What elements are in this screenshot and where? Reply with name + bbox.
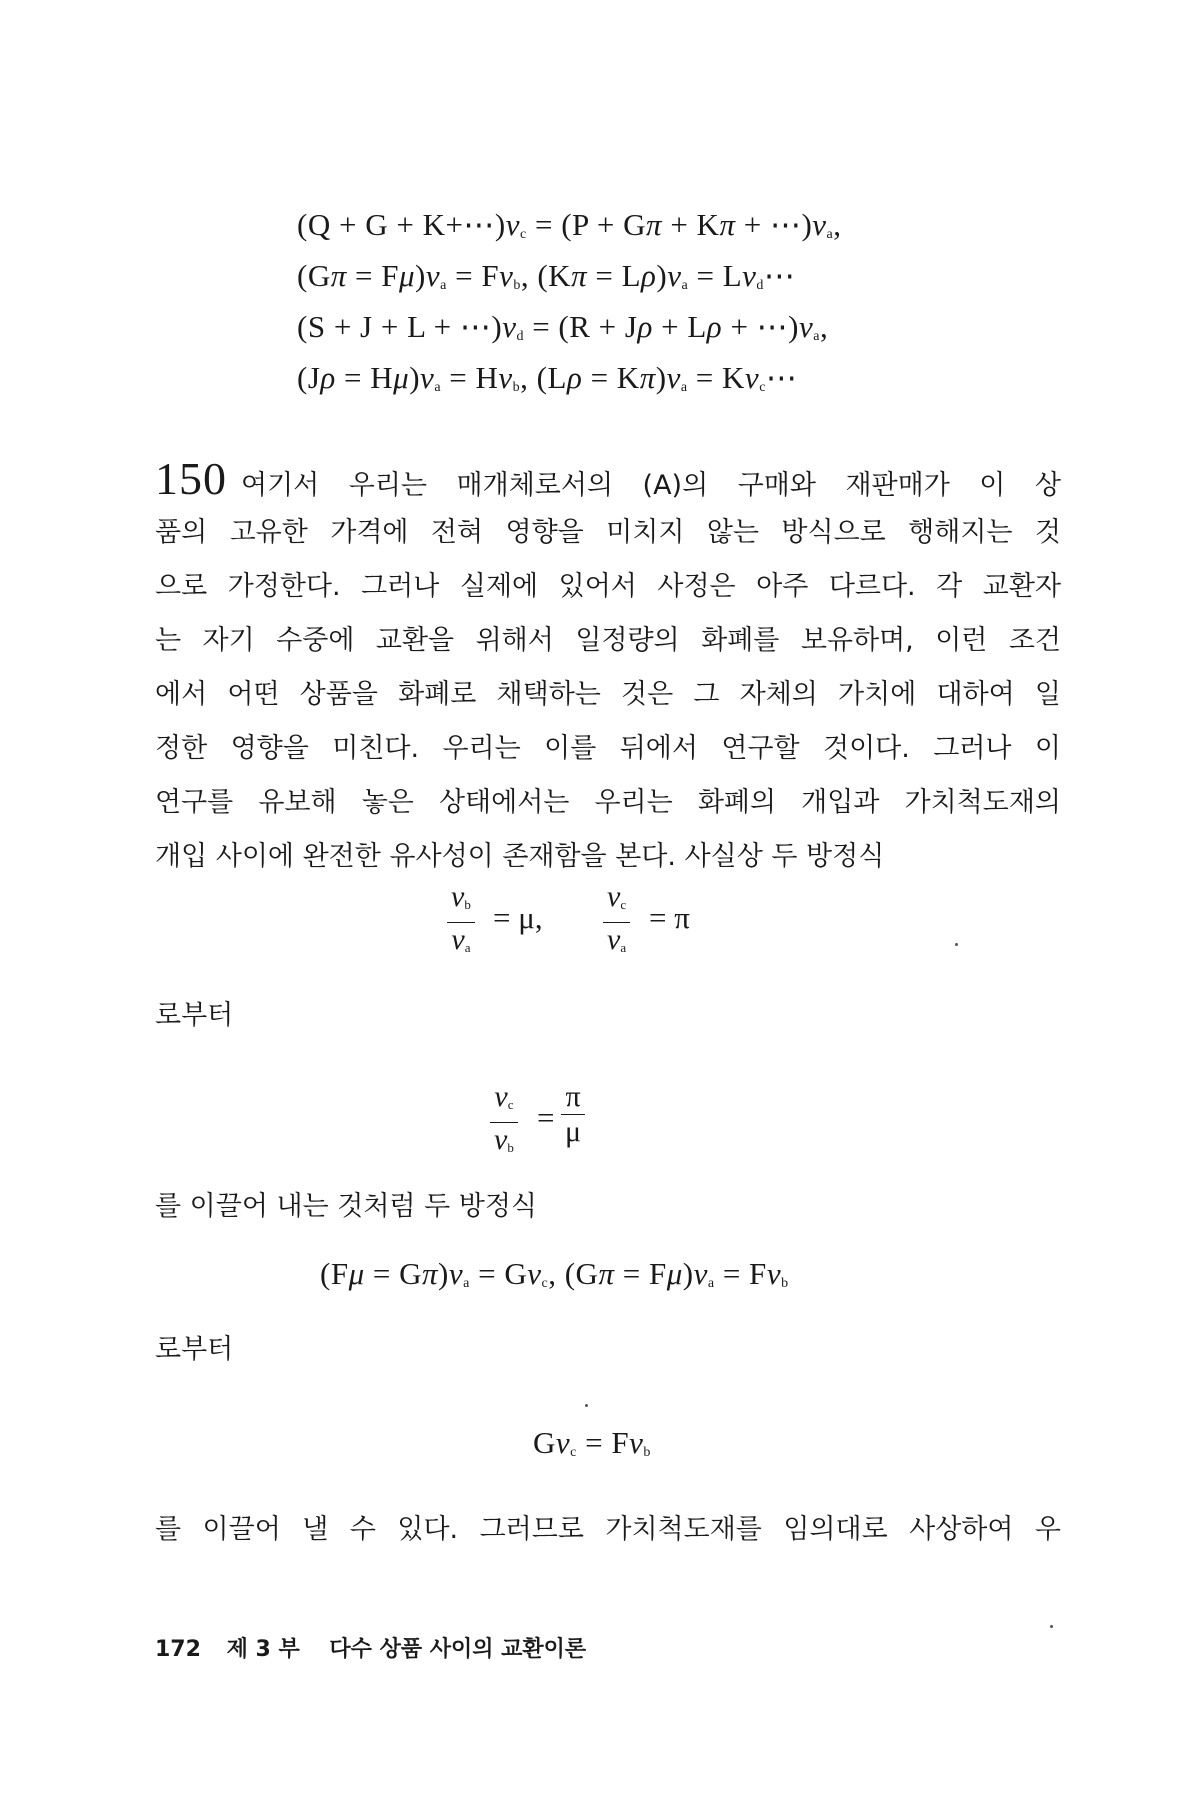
- paragraph-line-text: 여기서 우리는 매개체로서의 (A)의 구매와 재판매가 이 상: [241, 470, 1061, 501]
- equation-line-2: $(G\pi = F\mu)\nu_a = F\nu_b$, $(K\pi = L\rho)\nu_a$ = $L\nu_d\cdots$: [297, 258, 796, 293]
- scan-speck: [955, 943, 958, 946]
- fraction-numerator: π: [565, 1080, 581, 1113]
- fraction-denominator: $\nu_b$: [494, 1123, 514, 1156]
- equation-line-4: $(J\rho = H\mu)\nu_a = H\nu_b$, $(L\rho = K\pi)\nu_a$ = $K\nu_c\cdots$: [297, 360, 798, 395]
- chapter-title: 다수 상품 사이의 교환이론: [329, 1637, 587, 1662]
- fraction-numerator: $\nu_c$: [607, 880, 627, 913]
- equation-line-1: $(Q + G + K+\cdots)\nu_c = (P + G\pi + K\pi$ + $\cdots)\nu_a$,: [297, 207, 842, 242]
- paragraph-line: 정한 영향을 미친다. 우리는 이를 뒤에서 연구할 것이다. 그러나 이: [155, 733, 1061, 764]
- section-number: 150: [155, 453, 227, 504]
- fraction-denominator: $\nu_a$: [607, 923, 627, 956]
- equals-sign: =: [537, 1100, 555, 1135]
- paragraph-150: [155, 452, 1061, 884]
- paragraph-line: 연구를 유보해 놓은 상태에서는 우리는 화폐의 개입과 가치척도재의: [155, 787, 1061, 818]
- from-label: 로부터: [155, 1334, 234, 1365]
- paragraph-line: [155, 452, 1061, 506]
- page-footer: [155, 1632, 586, 1663]
- result-equation: $G\nu_c = F\nu_b$: [533, 1425, 651, 1460]
- pair-equations: $(F\mu = G\pi)\nu_a = G\nu_c$, $(G\pi = F\mu)\nu_a = F\nu_b$: [320, 1256, 789, 1291]
- fraction-numerator: $\nu_c$: [494, 1080, 514, 1113]
- page-number: 172: [155, 1637, 201, 1662]
- equation-line-3: $(S + J + L + \cdots)\nu_d = (R + J\rho + L\rho$ + $\cdots)\nu_a$,: [297, 309, 829, 344]
- paragraph-line: 개입 사이에 완전한 유사성이 존재함을 본다. 사실상 두 방정식: [155, 841, 885, 872]
- fraction-denominator: μ: [565, 1115, 582, 1148]
- part-label: 제 3 부: [226, 1637, 300, 1662]
- scan-speck: [1050, 1625, 1053, 1628]
- paragraph-line: 으로 가정한다. 그러나 실제에 있어서 사정은 아주 다르다. 각 교환자: [155, 571, 1061, 602]
- fraction-rhs-pi: = π: [649, 900, 690, 935]
- fraction-vc-over-va: [603, 880, 630, 965]
- fraction-pi-over-mu: [561, 1080, 585, 1149]
- fraction-vb-over-va: [447, 880, 475, 965]
- from-label: 로부터: [155, 1000, 234, 1031]
- fraction-rhs-mu: = μ,: [493, 900, 543, 935]
- final-text-line: 를 이끌어 낼 수 있다. 그러므로 가치척도재를 임의대로 사상하여 우: [155, 1514, 1061, 1545]
- fraction-numerator: $\nu_b$: [451, 880, 471, 913]
- fraction-vc-over-vb: [490, 1080, 518, 1165]
- derive-text: 를 이끌어 내는 것처럼 두 방정식: [155, 1191, 537, 1222]
- paragraph-line: 품의 고유한 가격에 전혀 영향을 미치지 않는 방식으로 행해지는 것: [155, 517, 1061, 548]
- fraction-denominator: $\nu_a$: [451, 923, 471, 956]
- scan-speck: [585, 1404, 588, 1407]
- paragraph-line: 에서 어떤 상품을 화폐로 채택하는 것은 그 자체의 가치에 대하여 일: [155, 679, 1061, 710]
- paragraph-line: 는 자기 수중에 교환을 위해서 일정량의 화폐를 보유하며, 이런 조건: [155, 625, 1061, 656]
